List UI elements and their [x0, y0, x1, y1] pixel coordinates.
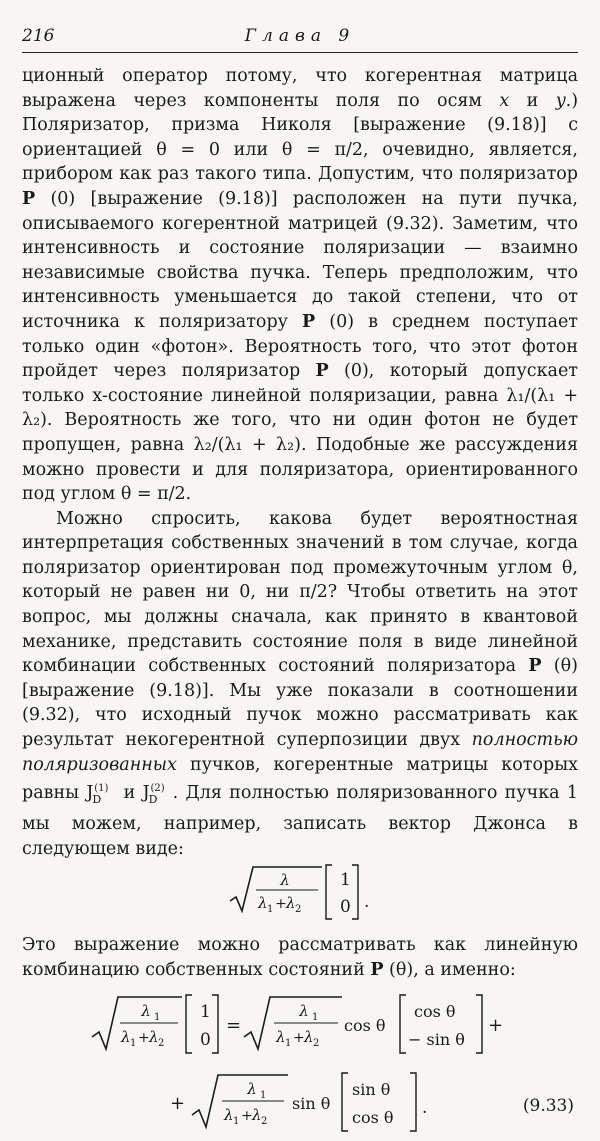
math-polarizer-P: P [528, 656, 542, 677]
subscript: 1 [130, 1037, 137, 1049]
subscript: 1 [267, 904, 274, 916]
cos-theta-factor: cos θ [344, 1015, 386, 1035]
paragraph-2 [22, 507, 578, 862]
subscript: 1 [312, 1011, 319, 1023]
bracket-right [352, 865, 358, 919]
math-y: y [555, 90, 566, 111]
vector-top: cos θ [414, 1001, 456, 1021]
subscript: 1 [233, 1115, 240, 1127]
sin-theta-factor: sin θ [292, 1093, 331, 1113]
text-run: (0) [выражение (9.18)] расположен на пути пучка, описываемого когерентной матрицей (9.32). Заметим, что интенсивность и состояние поляризации — взаимно независимые свойства пучка. Теперь предположим, что интенсивность уменьшается до такой степени, что от источника к поляризатору [22, 188, 578, 332]
vector-bottom: − sin θ [408, 1029, 465, 1049]
equation-3-svg [22, 1067, 578, 1141]
plus-sign: + [138, 1029, 150, 1046]
fraction-numerator: λ [141, 1001, 151, 1020]
plus-sign: + [170, 1092, 186, 1114]
plus-sign: + [488, 1014, 504, 1036]
math-polarizer-P: P [315, 361, 329, 382]
math-x: x [499, 90, 510, 111]
math-superscript: (2) [150, 783, 165, 795]
vector-bottom: 0 [340, 897, 351, 918]
chapter-title: Глава 9 [244, 26, 356, 46]
equation-decomposition-line-1 [22, 989, 578, 1063]
paragraph-1 [22, 64, 578, 507]
running-header [22, 22, 578, 53]
paragraph-3 [22, 933, 578, 982]
text-run: ционный оператор потому, что когерентная матрица выражена через компоненты поля по осям [22, 66, 578, 111]
bracket-left [342, 1073, 348, 1131]
equation-2-svg [22, 989, 578, 1063]
text-run: . Для полностью поляризованного пучка 1 мы можем, например, записать вектор Джонса в следующем виде: [22, 783, 578, 859]
denominator-lambda: λ [304, 1027, 314, 1046]
math-polarizer-P: P [370, 959, 384, 980]
vector-bottom: cos θ [352, 1107, 394, 1127]
plus-sign: + [275, 896, 287, 913]
subscript: 1 [260, 1089, 267, 1101]
subscript: 2 [261, 1115, 268, 1127]
plus-sign: + [293, 1029, 305, 1046]
denominator-lambda: λ [224, 1105, 234, 1124]
text-run: и [509, 90, 556, 111]
vector-top: sin θ [352, 1079, 391, 1099]
vector-top: 1 [200, 1001, 211, 1022]
fraction-numerator: λ [280, 871, 290, 890]
subscript: 2 [295, 904, 302, 916]
math-polarizer-P: P [302, 311, 316, 332]
bracket-right [476, 995, 482, 1053]
denominator-lambda: λ [121, 1027, 131, 1046]
bracket-left [400, 995, 406, 1053]
denominator-lambda: λ [276, 1027, 286, 1046]
equation-jones-vector [22, 861, 578, 925]
bracket-right [410, 1073, 416, 1131]
text-body [22, 64, 578, 1141]
vector-bottom: 0 [200, 1029, 211, 1050]
text-run: (θ), а именно: [383, 959, 516, 980]
text-run: (0), который допускает только x-состояние линейной поляризации, равна λ₁/(λ₁ + λ₂). Вероятность же того, что ни один фотон не будет пропущен, равна λ₂/(λ₁ + λ₂). Подобные же рассуждения можно провести и для поляризатора, ориентированного под углом θ = π/2. [22, 361, 578, 505]
math-polarizer-P: P [22, 188, 36, 209]
text-run: (θ) [выражение (9.18)]. Мы уже показали в соотношении (9.32), что исходный пучок можно рассматривать как результат некогерентной суперпозиции двух [22, 656, 578, 751]
denominator-lambda: λ [252, 1105, 262, 1124]
fraction-numerator: λ [247, 1079, 257, 1098]
math-subscript: D [148, 792, 158, 806]
text-run: и J [116, 783, 150, 804]
page-number: 216 [22, 26, 55, 46]
equation-decomposition-line-2 [22, 1067, 578, 1141]
subscript: 1 [154, 1011, 161, 1023]
text-run: (0) в среднем поступает только один «фотон». Вероятность того, что этот фотон пройдет через поляризатор [22, 311, 578, 382]
vector-top: 1 [340, 870, 351, 891]
bracket-right [212, 995, 218, 1053]
period: . [422, 1097, 428, 1118]
equals-sign: = [226, 1014, 242, 1036]
denominator-lambda: λ [258, 894, 268, 913]
subscript: 2 [313, 1037, 320, 1049]
fraction-numerator: λ [299, 1001, 309, 1020]
text-run: пучков, когерентные матрицы которых равны J [22, 754, 578, 804]
bracket-left [186, 995, 192, 1053]
plus-sign: + [241, 1107, 253, 1124]
text-run: Это выражение можно рассматривать как линейную комбинацию собственных состояний [22, 935, 578, 980]
bracket-left [326, 865, 332, 919]
period: . [364, 892, 370, 913]
emphasis-fully-polarized: полностью поляризованных [22, 730, 578, 775]
math-subscript: D [92, 792, 102, 806]
text-run: .) Поляризатор, призма Николя [выражение (9.18)] с ориентацией θ = 0 или θ = π/2, очевидно, является, прибором как раз такого типа. Допустим, что поляризатор [22, 90, 579, 185]
subscript: 1 [285, 1037, 292, 1049]
denominator-lambda: λ [286, 894, 296, 913]
subscript: 2 [158, 1037, 165, 1049]
denominator-lambda: λ [149, 1027, 159, 1046]
equation-number: (9.33) [522, 1095, 574, 1116]
math-superscript: (1) [94, 783, 109, 795]
equation-1-svg [22, 861, 578, 925]
text-run: Можно спросить, какова будет вероятностная интерпретация собственных значений в том случае, когда поляризатор ориентирован под промежуточным углом θ, который не равен ни 0, ни π/2? Чтобы ответить на этот вопрос, мы должны сначала, как принято в квантовой механике, представить состояние поля в виде линейной комбинации собственных состояний поляризатора [22, 508, 578, 677]
